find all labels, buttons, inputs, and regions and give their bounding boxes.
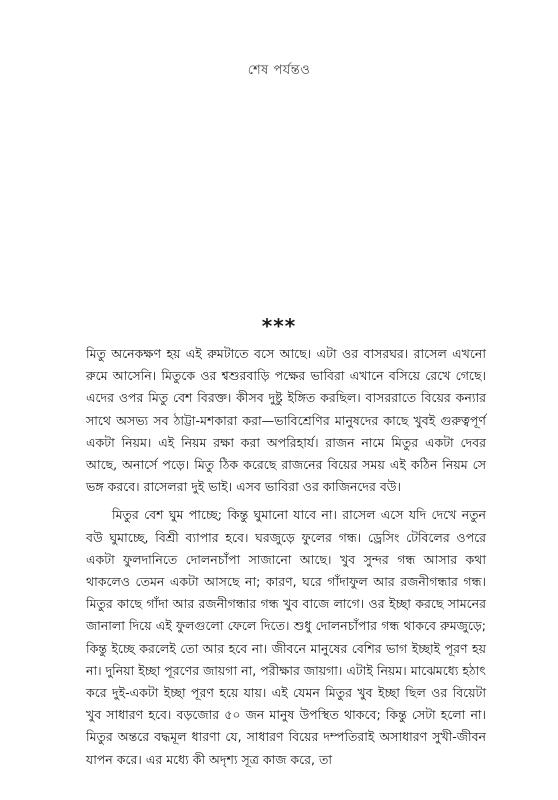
paragraph-2: মিতুর বেশ ঘুম পাচ্ছে; কিন্তু ঘুমানো যাবে না। রাসেল এসে যদি দেখে নতুন বউ ঘুমাচ্ছে, বিশ্রী ব্যাপার হবে। ঘরজুড়ে ফুলের গন্ধ। ড্রেসিং টেবিলের ওপরে একটা ফুলদানিতে দোলনচাঁপা সাজানো আছে। খুব সুন্দর গন্ধ আসার কথা থাকলেও তেমন একটা আসছে না; কারণ, ঘরে গাঁদাফুল আর রজনীগন্ধার গন্ধ। মিতুর কাছে গাঁদা আর রজনীগন্ধার গন্ধ খুব বাজে লাগে। ওর ইচ্ছা করছে সামনের জানালা দিয়ে এই ফুলগুলো ফেলে দিতে। শুধু দোলনচাঁপার গন্ধ থাকবে রুমজুড়ে; কিন্তু ইচ্ছে করলেই তো আর হবে না। জীবনে মানুষের বেশির ভাগ ইচ্ছাই পূরণ হয় না। দুনিয়া ইচ্ছা পূরণের জায়গা না, পরীক্ষার জায়গা। এটাই নিয়ম। মাঝেমধ্যে হঠাৎ করে দুই-একটা ইচ্ছা পূরণ হয়ে যায়। এই যেমন মিতুর খুব ইচ্ছা ছিল ওর বিয়েটা খুব সাধারণ হবে। বড়জোর ৫০ জন মানুষ উপস্থিত থাকবে; কিন্তু সেটা হলো না। মিতুর অন্তরে বদ্ধমূল ধারণা যে, সাধারণ বিয়ের দম্পতিরাই অসাধারণ সুখী-জীবন যাপন করে। এর মধ্যে কী অদৃশ্য সূত্র কাজ করে, তা bbox=[86, 507, 486, 767]
paragraph-1: মিতু অনেকক্ষণ হয় এই রুমটাতে বসে আছে। এটা ওর বাসরঘর। রাসেল এখনো রুমে আসেনি। মিতুকে ওর শ্বশুরবাড়ি পক্ষের ভাবিরা এখানে বসিয়ে রেখে গেছে। এদের ওপর মিতু বেশ বিরক্ত। কীসব দুষ্টু ইঙ্গিত করছিল। বাসররাতে বিয়ের কন্যার সাথে অসভ্য সব ঠাট্টা-মশকারা করা—ভাবিশ্রেণির মানুষদের কাছে খুবই গুরুত্বপূর্ণ একটা নিয়ম। এই নিয়ম রক্ষা করা অপরিহার্য। রাজন নামে মিতুর একটা দেবর আছে, অনার্সে পড়ে। মিতু ঠিক করেছে রাজনের বিয়ের সময় এই কঠিন নিয়ম সে ভঙ্গ করবে। রাসেলরা দুই ভাই। এসব ভাবিরা ওর কাজিনদের বউ। bbox=[86, 346, 486, 495]
running-header: শেষ পর্যন্তও bbox=[247, 63, 311, 78]
body-text bbox=[86, 343, 486, 771]
section-divider: *** bbox=[261, 314, 297, 338]
